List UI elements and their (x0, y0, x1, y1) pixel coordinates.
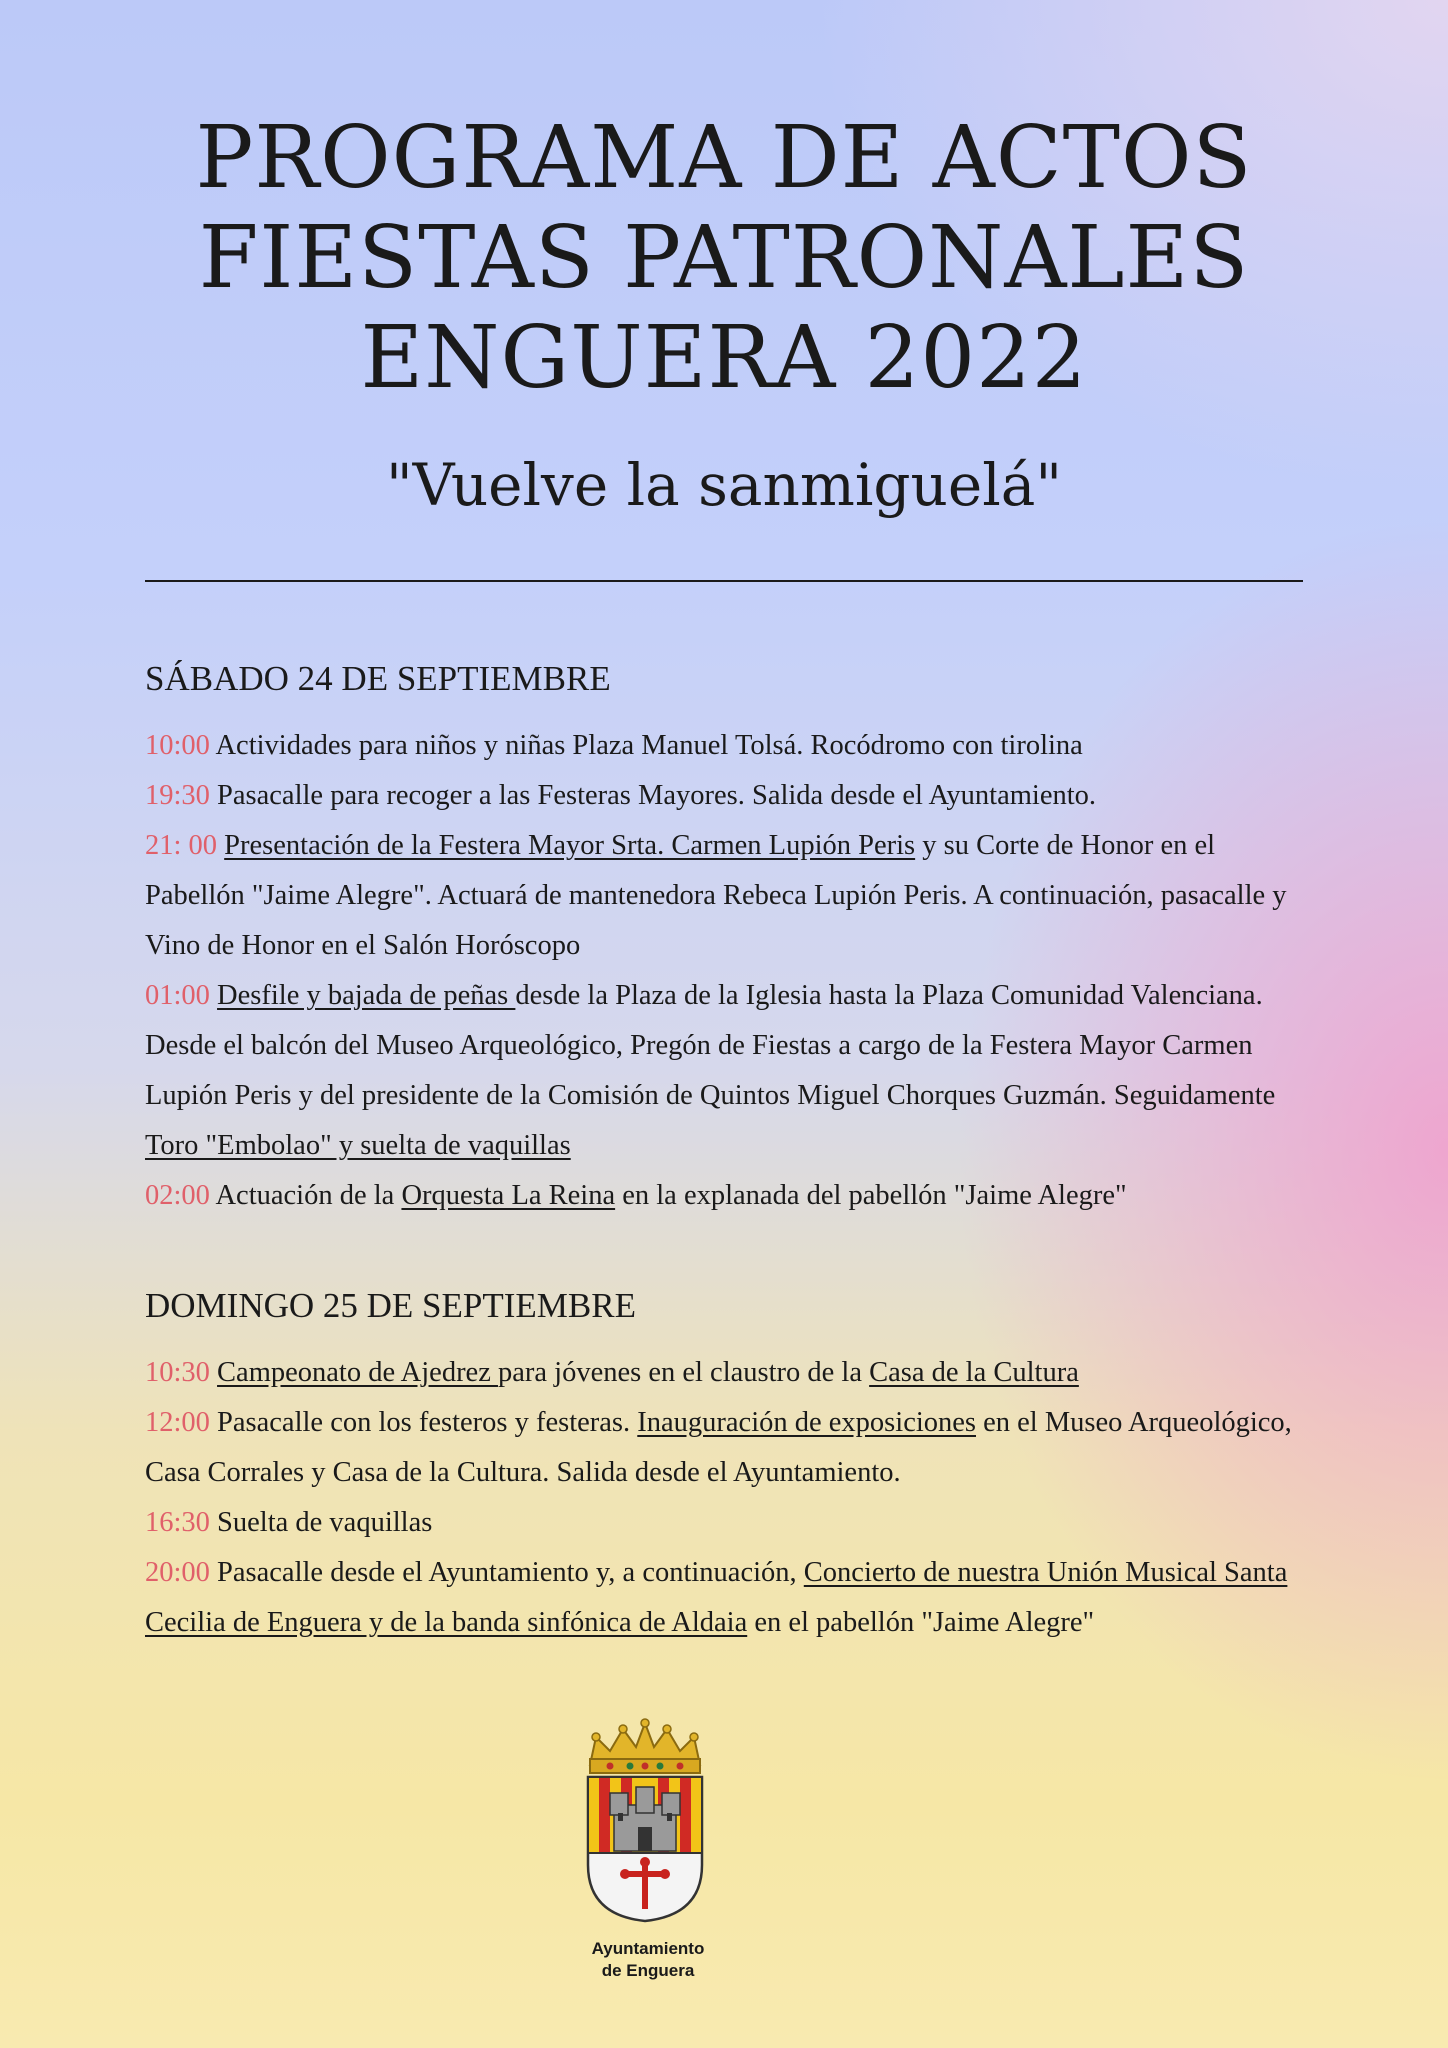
event-text: desde la Plaza de la Iglesia hasta la Plaza Comunidad Valenciana. Desde el balcón del Museo Arqueológico, Pregón de Fiestas a cargo de la Festera Mayor Carmen Lupión Peris y del presidente de la Comisión de Quintos Miguel Chorques Guzmán. Seguidamente (145, 980, 1276, 1111)
event-time: 20:00 (145, 1557, 210, 1588)
event-text: Suelta de vaquillas (209, 1507, 433, 1538)
event-highlight: Presentación de la Festera Mayor Srta. Carmen Lupión Peris (224, 830, 916, 861)
event-text (210, 980, 217, 1011)
page-title (0, 108, 1448, 408)
event-text: para jóvenes en el claustro de la (497, 1357, 870, 1388)
event-text: Actuación de la (209, 1180, 402, 1211)
event-time: 19:30 (145, 780, 210, 811)
event-item (145, 1348, 1305, 1398)
event-time: 10:30 (145, 1357, 210, 1388)
event-text (210, 1357, 217, 1388)
event-item (145, 771, 1305, 821)
subtitle: "Vuelve la sanmiguelá" (385, 451, 1063, 519)
event-item (145, 971, 1305, 1171)
day-section-saturday (145, 655, 1305, 1221)
event-highlight: Desfile y bajada de peñas (217, 980, 516, 1011)
event-highlight: Toro "Embolao" y suelta de vaquillas (145, 1130, 571, 1161)
event-list (145, 721, 1305, 1221)
event-highlight: Casa de la Cultura (869, 1357, 1079, 1388)
event-time: 10:00 (145, 730, 210, 761)
event-item (145, 1548, 1305, 1648)
event-text: Pasacalle para recoger a las Festeras Mayores. Salida desde el Ayuntamiento. (209, 780, 1097, 811)
event-item (145, 821, 1305, 971)
event-highlight: Inauguración de exposiciones (637, 1407, 976, 1438)
title-line-2: FIESTAS PATRONALES (198, 208, 1250, 308)
event-time: 02:00 (145, 1180, 210, 1211)
event-highlight: Orquesta La Reina (401, 1180, 616, 1211)
event-highlight: Campeonato de Ajedrez (217, 1357, 498, 1388)
event-text: en la explanada del pabellón "Jaime Alegre" (615, 1180, 1127, 1211)
event-text: en el pabellón "Jaime Alegre" (747, 1607, 1095, 1638)
event-list (145, 1348, 1305, 1648)
event-text: en el Museo Arqueológico, Casa Corrales y Casa de la Cultura. Salida desde el Ayuntamiento. (145, 1407, 1292, 1488)
day-section-sunday (145, 1282, 1305, 1648)
event-time: 01:00 (145, 980, 210, 1011)
event-item (145, 1498, 1305, 1548)
crest-label-line-1: Ayuntamiento (591, 1939, 705, 1958)
day-heading: DOMINGO 25 DE SEPTIEMBRE (145, 1286, 636, 1325)
event-text: Pasacalle desde el Ayuntamiento y, a continuación, (209, 1557, 804, 1588)
event-item (145, 721, 1305, 771)
title-line-1: PROGRAMA DE ACTOS (195, 108, 1253, 208)
event-text: Actividades para niños y niñas Plaza Manuel Tolsá. Rocódromo con tirolina (209, 730, 1083, 761)
crest-label (548, 1938, 748, 1982)
event-time: 16:30 (145, 1507, 210, 1538)
event-item (145, 1171, 1305, 1221)
title-line-3: ENGUERA 2022 (360, 308, 1088, 408)
event-highlight: Concierto de nuestra Unión Musical Santa Cecilia de Enguera y de la banda sinfónica de Aldaia (145, 1557, 1288, 1638)
day-heading: SÁBADO 24 DE SEPTIEMBRE (145, 659, 611, 698)
event-text: y su Corte de Honor en el Pabellón "Jaime Alegre". Actuará de mantenedora Rebeca Lupión Peris. A continuación, pasacalle y Vino de Honor en el Salón Horóscopo (145, 830, 1287, 961)
event-time: 12:00 (145, 1407, 210, 1438)
event-item (145, 1398, 1305, 1498)
crest-label-line-2: de Enguera (601, 1961, 695, 1980)
coat-of-arms-icon (580, 1715, 710, 1925)
event-time: 21: 00 (145, 830, 218, 861)
event-text: Pasacalle con los festeros y festeras. (209, 1407, 638, 1438)
divider (145, 580, 1303, 582)
